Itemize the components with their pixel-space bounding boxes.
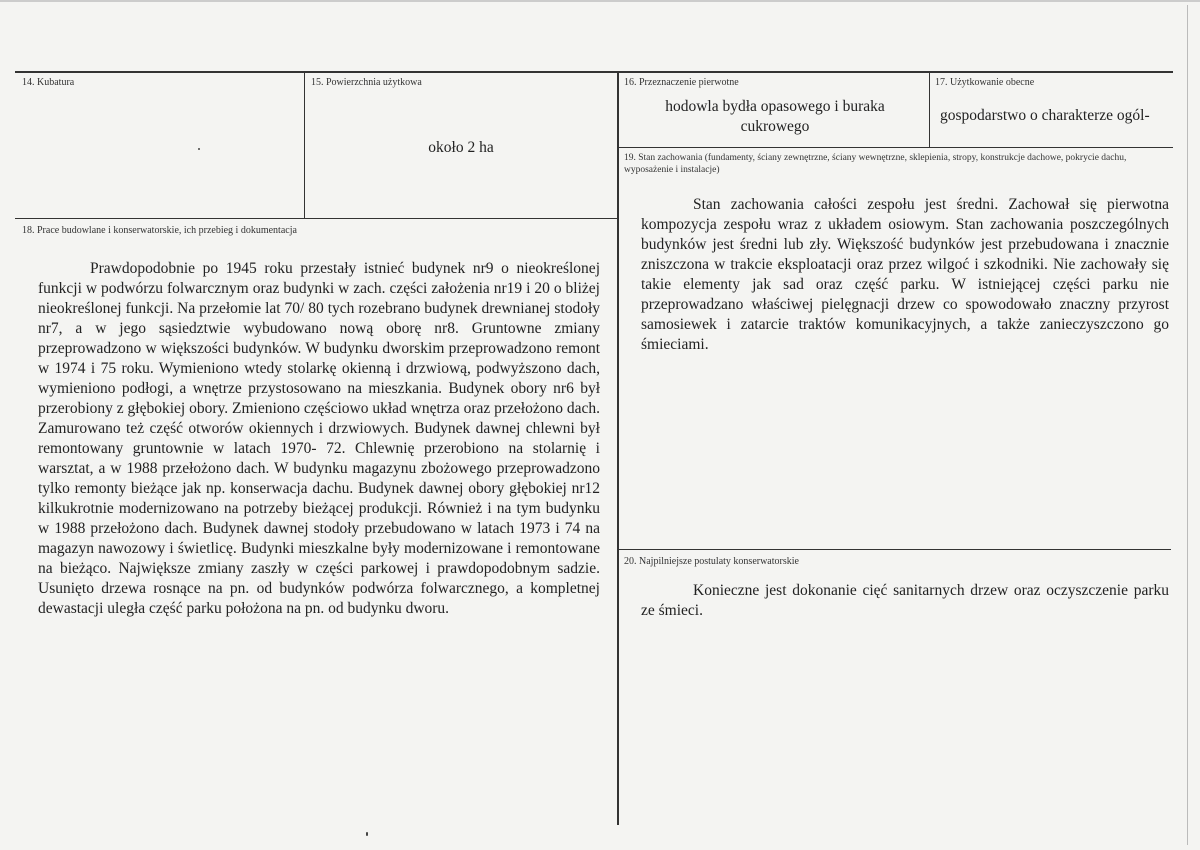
divider-below-16-17 (618, 147, 1173, 148)
stray-dot (198, 148, 200, 150)
powierzchnia-value: około 2 ha (428, 139, 494, 156)
bottom-mark (366, 832, 368, 836)
uzytkowanie-label: 17. Użytkowanie obecne (935, 77, 1035, 88)
kubatura-label: 14. Kubatura (22, 77, 75, 88)
scan-edge-mark (0, 0, 1200, 2)
stan-text: Stan zachowania całości zespołu jest średni. Zachował się pierwotna kompozycja zespołu wraz z układem osiowym. Stan zachowania poszczególnych budynków jest średni lub zły. Większość budynków jest przebudowana i znacznie zniszczona w trakcie eksploatacji oraz przez wilgoć i szkodniki. Nie zachowały się takie elementy jak sad oraz część parku. W istniejącej części parku nie przeprowadzano właściwej pielęgnacji drzew co spowodowało znaczny przyrost samosiewek i zatarcie traktów komunikacyjnych, a także zanieczyszczono go śmieciami. (641, 196, 1169, 353)
prace-text: Prawdopodobnie po 1945 roku przestały istnieć budynek nr9 o nieokreślonej funkcji w podwórzu folwarcznym oraz budynki w zach. części założenia nr19 i 20 o bliżej nieokreślonej funkcji. Na przełomie lat 70/ 80 tych rozebrano budynek drewnianej stodoły nr7, a w jego sąsiedztwie wybudowano nową oborę nr8. Gruntowne zmiany przeprowadzono w większości budynków. W budynku dworskim przeprowadzono remont w 1974 i 75 roku. Wymieniono wtedy stolarkę okienną i drzwiową, podwyższono dach, wymieniono podłogi, a wnętrze przystosowano na mieszkania. Budynek obory nr6 był przerobiony z głębokiej obory. Zmieniono częściowo układ wnętrza oraz przełożono dach. Zamurowano też część otworów okiennych i drzwiowych. Budynek dawnej chlewni był remontowany gruntownie w latach 1970- 72. Chlewnię przerobiono na stolarnię i warsztat, a w 1988 przełożono dach. W budynku magazynu zbożowego przeprowadzono tylko remonty bieżące jak np. konserwacja dachu. Budynek dawnej obory głębokiej nr12 kilkukrotnie modernizowano na potrzeby bieżącej produkcji. Również i na tym budynku w 1988 przełożono dach. Budynek dawnej stodoły przebudowano w latach 1973 i 74 na magazyn nawozowy i świetlicę. Budynki mieszkalne były modernizowane i remontowane na bieżąco. Największe zmiany zaszły w części parkowej i prawdopodobnym sadzie. Usunięto drzewa rosnące na pn. od budynków podwórza folwarcznego, a kompletnej dewastacji uległa część parku położona na pn. od budynku dworu. (38, 260, 600, 617)
przeznaczenie-label: 16. Przeznaczenie pierwotne (624, 77, 739, 88)
top-border (15, 71, 1173, 73)
prace-label: 18. Prace budowlane i konserwatorskie, ich przebieg i dokumentacja (22, 225, 297, 236)
right-edge-mark (1187, 5, 1188, 845)
postulaty-label: 20. Najpilniejsze postulaty konserwatorskie (624, 556, 799, 567)
przeznaczenie-value: hodowla bydła opasowego i buraka cukrowego (665, 98, 885, 135)
stan-label: 19. Stan zachowania (fundamenty, ściany zewnętrzne, ściany wewnętrzne, sklepienia, stropy, konstrukcje dachowe, pokrycie dachu, wyposażenie i instalacje) (624, 153, 1127, 175)
powierzchnia-label: 15. Powierzchnia użytkowa (311, 77, 422, 88)
divider-16-17 (929, 72, 930, 148)
divider-above-20 (618, 549, 1171, 550)
divider-above-18 (15, 218, 618, 219)
uzytkowanie-value: gospodarstwo o charakterze ogól- (940, 107, 1150, 124)
postulaty-text: Konieczne jest dokonanie cięć sanitarnych drzew oraz oczyszczenie parku ze śmieci. (641, 582, 1169, 619)
divider-main-vertical (617, 72, 619, 825)
